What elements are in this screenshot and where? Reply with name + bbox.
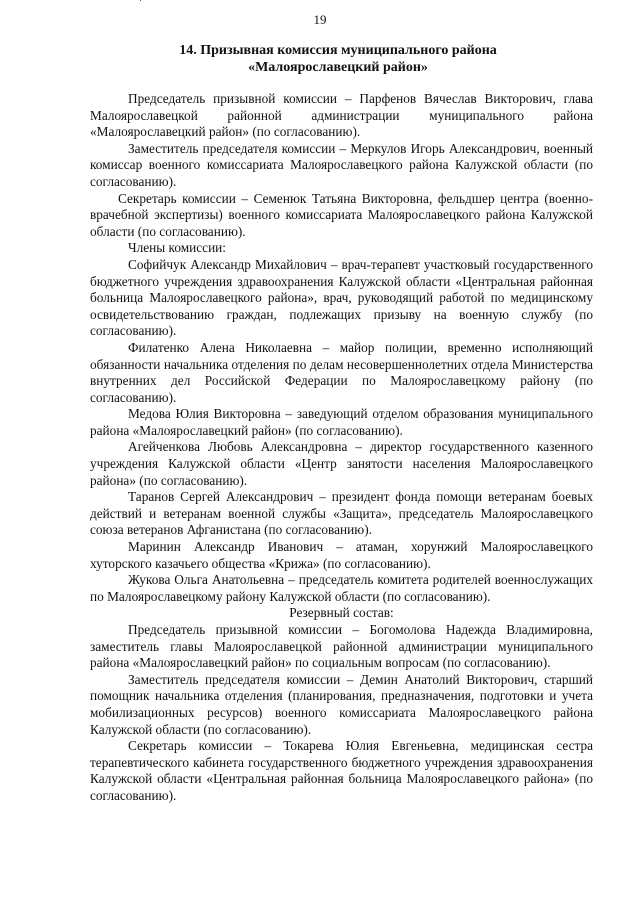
member-paragraph: Агейченкова Любовь Александровна – директор государственного казенного учреждения Калужской области «Центр занятости населения Малоярославецкого района» (по согласованию).	[90, 439, 593, 488]
member-paragraph: Маринин Александр Иванович – атаман, хорунжий Малоярославецкого хуторского казачьего общества «Крижа» (по согласованию).	[90, 539, 593, 571]
member-paragraph: Филатенко Алена Николаевна – майор полиции, временно исполняющий обязанности начальника отделения по делам несовершеннолетних отдела Министерства внутренних дел Российской Федерации по Малоярославецкому району (по согласованию).	[90, 339, 593, 405]
document-body	[90, 91, 593, 805]
reserve-deputy-paragraph: Заместитель председателя комиссии – Демин Анатолий Викторович, старший помощник начальника отделения (планирования, предназначения, подготовки и учета мобилизационных ресурсов) военного комиссариата Малоярославецкого района Калужской области (по согласованию).	[90, 671, 593, 737]
page-number: 19	[313, 12, 327, 27]
secretary-paragraph: Секретарь комиссии – Семенюк Татьяна Викторовна, фельдшер центра (военно-врачебной экспертизы) военного комиссариата Малоярославецкого района Калужской области (по согласованию).	[90, 190, 593, 239]
member-paragraph: Софийчук Александр Михайлович – врач-терапевт участковый государственного бюджетного учреждения здравоохранения Калужской области «Центральная районная больница Малоярославецкого района», врач, руководящий работой по медицинскому освидетельствованию граждан, подлежащих призыву на военную службу (по согласованию).	[90, 256, 593, 339]
member-paragraph: Жукова Ольга Анатольевна – председатель комитета родителей военнослужащих по Малоярославецкому району Калужской области (по согласованию).	[90, 572, 593, 604]
heading-line-1: 14. Призывная комиссия муниципального района	[179, 43, 497, 58]
reserve-secretary-paragraph: Секретарь комиссии – Токарева Юлия Евгеньевна, медицинская сестра терапевтического кабинета государственного бюджетного учреждения здравоохранения Калужской области «Центральная районная больница Малоярославецкого района» (по согласованию).	[90, 738, 593, 803]
chairman-paragraph: Председатель призывной комиссии – Парфенов Вячеслав Викторович, глава Малоярославецкой районной администрации муниципального района «Малоярославецкий район» (по согласованию).	[90, 91, 593, 140]
members-heading: Члены комиссии:	[128, 240, 226, 256]
member-paragraph: Таранов Сергей Александрович – президент фонда помощи ветеранам боевых действий и ветеранам военной службы «Защита», председатель Малоярославецкого союза ветеранов Афганистана (по согласованию).	[90, 489, 593, 538]
heading-line-2: «Малоярославецкий район»	[248, 60, 428, 75]
member-paragraph: Медова Юлия Викторовна – заведующий отделом образования муниципального района «Малоярославецкий район» (по согласованию).	[90, 406, 593, 438]
deputy-chairman-paragraph: Заместитель председателя комиссии – Меркулов Игорь Александрович, военный комиссар военного комиссариата Малоярославецкого района Калужской области (по согласованию).	[90, 140, 593, 189]
section-heading	[88, 42, 588, 76]
scan-speck	[140, 0, 141, 1]
reserve-heading: Резервный состав:	[289, 605, 394, 621]
reserve-chairman-paragraph: Председатель призывной комиссии – Богомолова Надежда Владимировна, заместитель главы Малоярославецкой районной администрации муниципального района «Малоярославецкий район» по социальным вопросам (по согласованию).	[90, 622, 593, 671]
